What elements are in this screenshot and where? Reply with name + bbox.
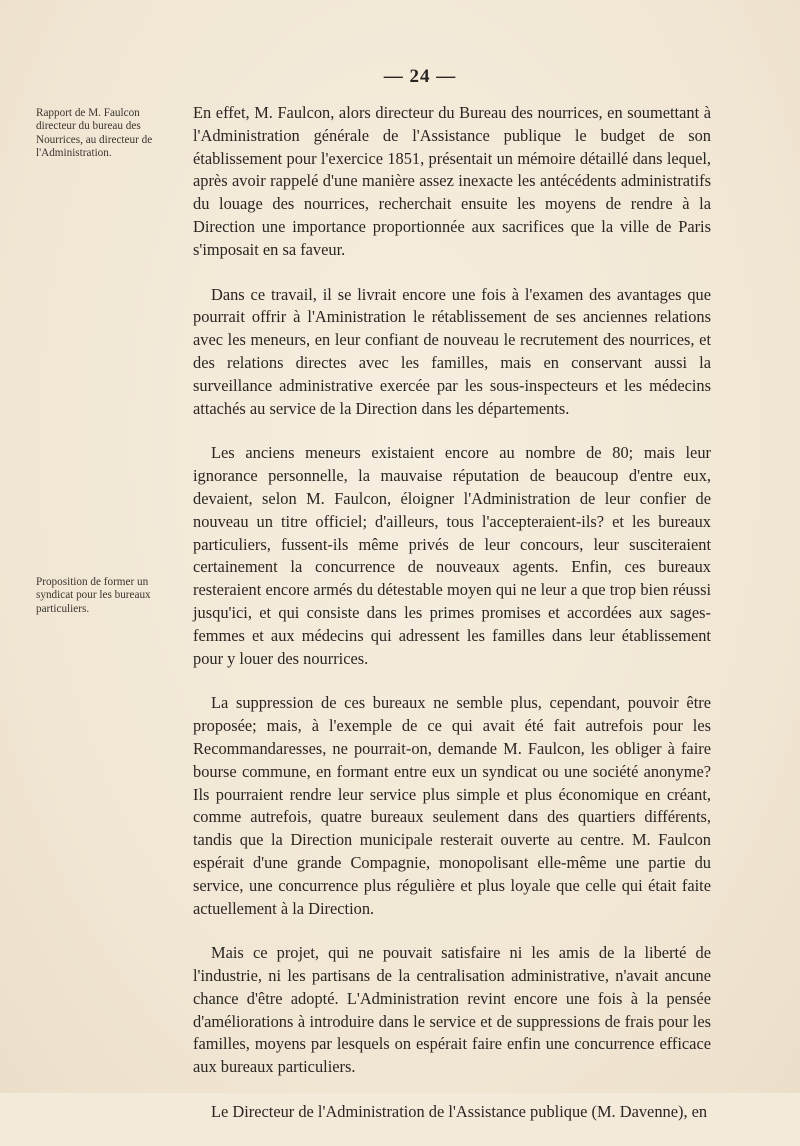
paragraph: Les anciens meneurs existaient encore au nombre de 80; mais leur ignorance personnelle, la mauvaise réputation de beaucoup d'entre eux, devaient, selon M. Faulcon, éloigner l'Administration de leur confier de nouveau un titre officiel; d'ailleurs, tous l'accepteraient-ils? et les bureaux particuliers, fussent-ils même privés de leur concours, leur susciteraient certainement la concurrence de nouveaux agents. Enfin, ces bureaux resteraient encore armés du détestable moyen qui ne leur a que trop bien réussi jusqu'ici, et qui consiste dans les primes promises et accordées aux sages-femmes et aux médecins qui adressent les familles dans leur établissement pour y louer des nourrices. bbox=[193, 443, 711, 668]
body-text bbox=[193, 102, 711, 1146]
margin-note-report: Rapport de M. Faulcon directeur du bureau des Nourrices, au directeur de l'Administration. bbox=[36, 107, 153, 160]
margin-note-proposition: Proposition de former un syndicat pour les bureaux particuliers. bbox=[36, 576, 151, 615]
paragraph: Mais ce projet, qui ne pouvait satisfaire ni les amis de la liberté de l'industrie, ni les partisans de la centralisation administrative, n'avait ancune chance d'être adopté. L'Administration revint encore une fois à la pensée d'améliorations à introduire dans le service et de suppressions de frais pour les familles, moyens par lesquels on espérait faire enfin une concurrence efficace aux bureaux particuliers. bbox=[193, 943, 711, 1077]
paragraph: Le Directeur de l'Administration de l'Assistance publique (M. Davenne), en bbox=[211, 1102, 708, 1122]
paragraph: Dans ce travail, il se livrait encore une fois à l'examen des avantages que pourrait offrir à l'Aministration le rétablissement de ses anciennes relations avec les meneurs, en leur confiant de nouveau le recrutement des nourrices, et des relations directes avec les familles, mais en conservant aussi la surveillance administrative exercée par les sous-inspecteurs et les médecins attachés au service de la Direction dans les départements. bbox=[193, 284, 711, 418]
paragraph: En effet, M. Faulcon, alors directeur du Bureau des nourrices, en soumettant à l'Administration générale de l'Assistance publique le budget de son établissement pour l'exercice 1851, présentait un mémoire détaillé dans lequel, après avoir rappelé d'une manière assez inexacte les antécédents administratifs du louage des nourrices, recherchait ensuite les moyens de rendre à la Direction une importance proportionnée aux sacrifices que la ville de Paris s'imposait en sa faveur. bbox=[193, 103, 711, 259]
page-number: — 24 — bbox=[383, 66, 457, 87]
paragraph: La suppression de ces bureaux ne semble plus, cependant, pouvoir être proposée; mais, à l'exemple de ce qui avait été fait autrefois pour les Recommandaresses, ne pourrait-on, demande M. Faulcon, les obliger à faire bourse commune, en formant entre eux un syndicat ou une société anonyme? Ils pourraient rendre leur service plus simple et plus économique en créant, comme autrefois, quatre bureaux seulement dans des quartiers différents, tandis que la Direction municipale resterait ouverte au centre. M. Faulcon espérait d'une grande Compagnie, monopolisant elle-même une partie du service, une concurrence plus régulière et plus loyale que celle qui était faite actuellement à la Direction. bbox=[193, 693, 711, 918]
